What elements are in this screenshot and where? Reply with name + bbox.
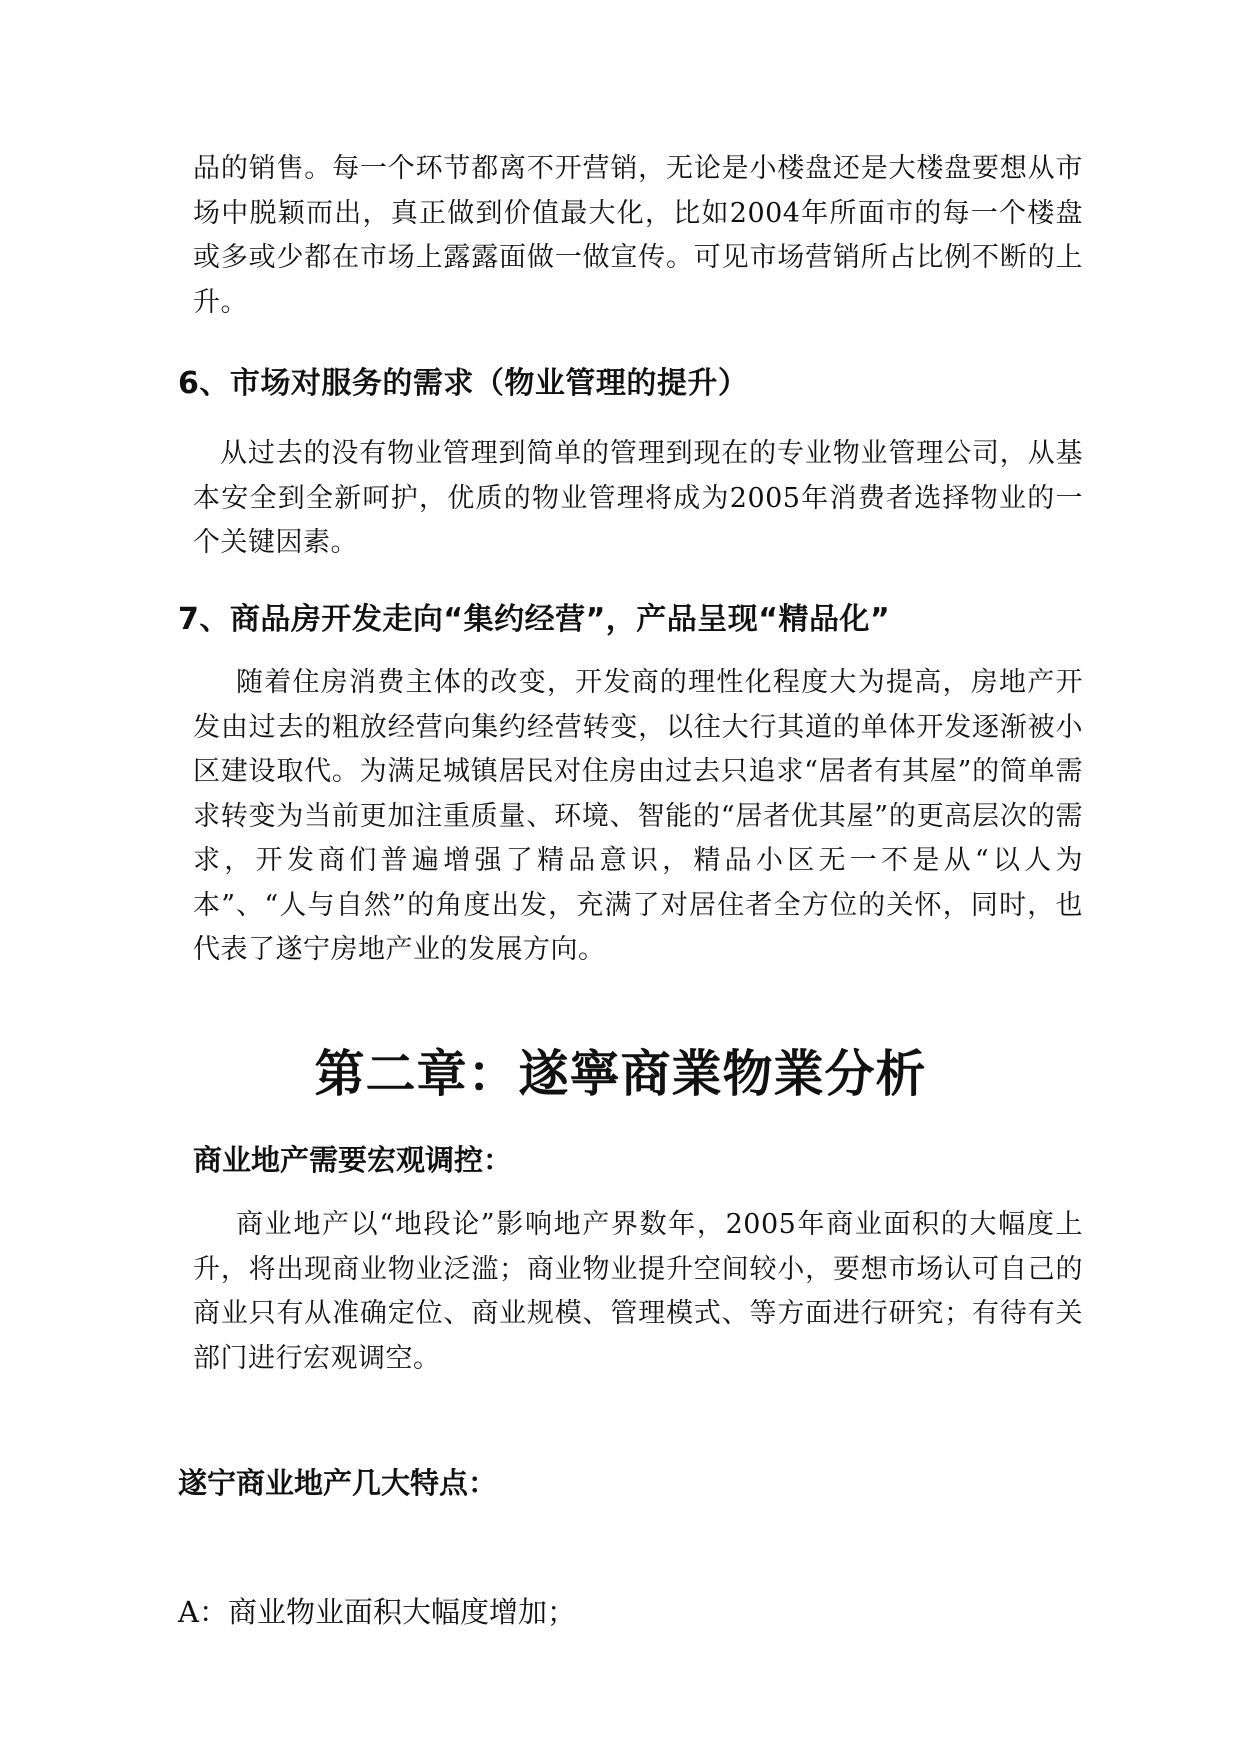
- macro-control-heading: 商业地产需要宏观调控：: [193, 1143, 513, 1177]
- paragraph-property-management: 从过去的没有物业管理到简单的管理到现在的专业物业管理公司，从基本安全到全新呵护，优质的物业管理将成为2005年消费者选择物业的一个关键因素。: [193, 438, 1083, 558]
- section-heading-6: 6、市场对服务的需求（物业管理的提升）: [178, 366, 749, 401]
- section-heading-7: 7、商品房开发走向“集约经营”，产品呈现“精品化”: [178, 602, 891, 637]
- features-heading: 遂宁商业地产几大特点：: [178, 1466, 498, 1500]
- paragraph-marketing: 品的销售。每一个环节都离不开营销，无论是小楼盘还是大楼盘要想从市场中脱颖而出，真正做到价值最大化，比如2004年所面市的每一个楼盘或多或少都在市场上露露面做一做宣传。可见市场营销所占比例不断的上升。: [193, 153, 1083, 318]
- paragraph-intensive-development: 随着住房消费主体的改变，开发商的理性化程度大为提高，房地产开发由过去的粗放经营向集约经营转变，以往大行其道的单体开发逐渐被小区建设取代。为满足城镇居民对住房由过去只追求“居者有其屋”的简单需求转变为当前更加注重质量、环境、智能的“居者优其屋”的更高层次的需求，开发商们普遍增强了精品意识，精品小区无一不是从“以人为本”、“人与自然”的角度出发，充满了对居住者全方位的关怀，同时，也代表了遂宁房地产业的发展方向。: [193, 667, 1083, 965]
- chapter-title: 第二章：遂寧商業物業分析: [314, 1044, 927, 1103]
- paragraph-macro-control: 商业地产以“地段论”影响地产界数年，2005年商业面积的大幅度上升，将出现商业物业泛滥；商业物业提升空间较小，要想市场认可自己的商业只有从准确定位、商业规模、管理模式、等方面进行研究；有待有关部门进行宏观调空。: [193, 1209, 1083, 1374]
- feature-item-a: A：商业物业面积大幅度增加；: [178, 1595, 576, 1629]
